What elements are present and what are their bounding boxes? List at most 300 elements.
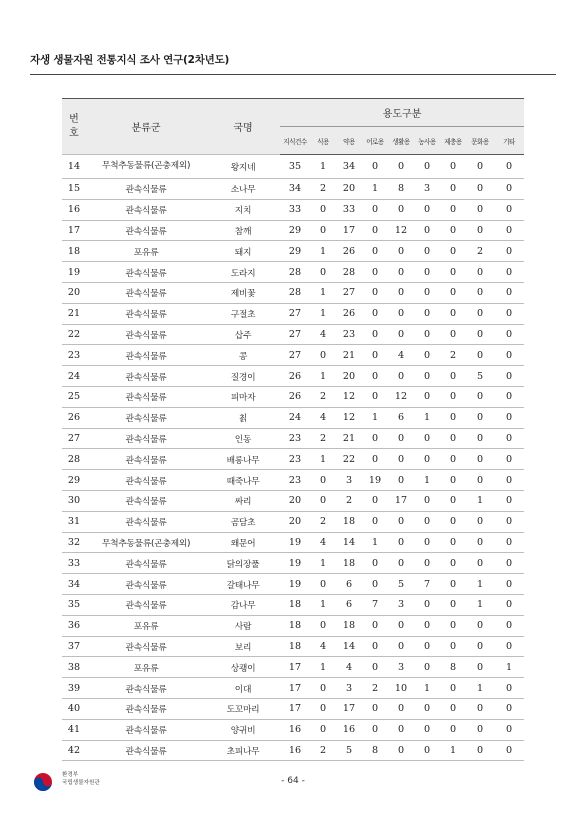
row-medicine-cell: 21: [336, 428, 362, 449]
row-culture-cell: 1: [466, 574, 494, 595]
row-fishing-cell: 0: [362, 615, 388, 636]
row-name-cell: 배롱나무: [206, 449, 280, 470]
row-fishing-cell: 0: [362, 511, 388, 532]
row-living-cell: 0: [388, 366, 414, 387]
row-food-cell: 2: [310, 428, 336, 449]
row-group-cell: 관속식물류: [86, 324, 206, 345]
footer-org-line-1: 환경부: [62, 772, 79, 778]
usage-table: [62, 98, 524, 761]
row-total-cell: 27: [280, 324, 310, 345]
row-group-cell: 관속식물류: [86, 449, 206, 470]
row-fishing-cell: 0: [362, 303, 388, 324]
row-no-cell: 18: [62, 241, 86, 262]
row-living-cell: 0: [388, 199, 414, 220]
row-group-cell: 관속식물류: [86, 428, 206, 449]
row-no-cell: 40: [62, 698, 86, 719]
row-farming-cell: 0: [414, 657, 440, 678]
row-living-cell: 0: [388, 470, 414, 491]
row-insecticide-cell: 0: [440, 407, 466, 428]
row-insecticide-cell: 8: [440, 657, 466, 678]
row-farming-cell: 0: [414, 532, 440, 553]
row-total-cell: 18: [280, 636, 310, 657]
row-insecticide-cell: 0: [440, 282, 466, 303]
row-total-cell: 26: [280, 366, 310, 387]
table-row: [62, 155, 524, 179]
row-medicine-cell: 3: [336, 678, 362, 699]
row-group-cell: 포유류: [86, 657, 206, 678]
row-no-cell: 14: [62, 155, 86, 179]
row-insecticide-cell: 0: [440, 179, 466, 200]
row-name-cell: 감나무: [206, 594, 280, 615]
row-fishing-cell: 0: [362, 199, 388, 220]
header-sub-total: 지식건수: [280, 127, 310, 155]
row-medicine-cell: 14: [336, 532, 362, 553]
row-group-cell: 관속식물류: [86, 490, 206, 511]
row-culture-cell: 0: [466, 470, 494, 491]
row-no-cell: 25: [62, 386, 86, 407]
row-food-cell: 0: [310, 719, 336, 740]
row-medicine-cell: 18: [336, 615, 362, 636]
row-medicine-cell: 22: [336, 449, 362, 470]
row-no-cell: 33: [62, 553, 86, 574]
row-medicine-cell: 12: [336, 386, 362, 407]
table-row: [62, 220, 524, 241]
row-other-cell: 0: [494, 282, 524, 303]
row-name-cell: 때죽나무: [206, 470, 280, 491]
row-other-cell: 0: [494, 511, 524, 532]
row-other-cell: 0: [494, 490, 524, 511]
row-no-cell: 38: [62, 657, 86, 678]
row-culture-cell: 0: [466, 407, 494, 428]
row-name-cell: 곰담초: [206, 511, 280, 532]
row-no-cell: 31: [62, 511, 86, 532]
row-total-cell: 17: [280, 678, 310, 699]
row-no-cell: 22: [62, 324, 86, 345]
row-total-cell: 33: [280, 199, 310, 220]
row-living-cell: 0: [388, 532, 414, 553]
row-total-cell: 23: [280, 449, 310, 470]
table-row: [62, 282, 524, 303]
row-medicine-cell: 17: [336, 698, 362, 719]
row-other-cell: 0: [494, 553, 524, 574]
row-medicine-cell: 14: [336, 636, 362, 657]
row-name-cell: 소나무: [206, 179, 280, 200]
row-fishing-cell: 0: [362, 636, 388, 657]
row-no-cell: 30: [62, 490, 86, 511]
header-sub-farming: 농사용: [414, 127, 440, 155]
row-fishing-cell: 1: [362, 407, 388, 428]
row-farming-cell: 0: [414, 386, 440, 407]
row-living-cell: 3: [388, 594, 414, 615]
row-name-cell: 닭의장풀: [206, 553, 280, 574]
table-row: [62, 490, 524, 511]
row-group-cell: 관속식물류: [86, 407, 206, 428]
table-row: [62, 345, 524, 366]
row-other-cell: 0: [494, 719, 524, 740]
header-sub-living: 생활용: [388, 127, 414, 155]
row-group-cell: 관속식물류: [86, 719, 206, 740]
row-fishing-cell: 1: [362, 532, 388, 553]
row-other-cell: 0: [494, 636, 524, 657]
row-medicine-cell: 26: [336, 303, 362, 324]
row-fishing-cell: 0: [362, 282, 388, 303]
row-insecticide-cell: 0: [440, 366, 466, 387]
row-farming-cell: 0: [414, 241, 440, 262]
table-body: [62, 155, 524, 761]
row-no-cell: 37: [62, 636, 86, 657]
row-insecticide-cell: 0: [440, 241, 466, 262]
row-food-cell: 4: [310, 324, 336, 345]
row-farming-cell: 0: [414, 155, 440, 179]
row-culture-cell: 0: [466, 282, 494, 303]
row-food-cell: 2: [310, 740, 336, 761]
row-group-cell: 관속식물류: [86, 366, 206, 387]
row-total-cell: 26: [280, 386, 310, 407]
row-living-cell: 0: [388, 155, 414, 179]
row-insecticide-cell: 0: [440, 199, 466, 220]
row-other-cell: 0: [494, 366, 524, 387]
row-other-cell: 0: [494, 470, 524, 491]
row-farming-cell: 1: [414, 678, 440, 699]
table-row: [62, 698, 524, 719]
row-culture-cell: 0: [466, 657, 494, 678]
row-medicine-cell: 18: [336, 553, 362, 574]
row-group-cell: 포유류: [86, 615, 206, 636]
header-sub-other: 기타: [494, 127, 524, 155]
row-no-cell: 16: [62, 199, 86, 220]
row-living-cell: 0: [388, 449, 414, 470]
row-insecticide-cell: 0: [440, 470, 466, 491]
row-fishing-cell: 0: [362, 553, 388, 574]
row-fishing-cell: 0: [362, 220, 388, 241]
table-row: [62, 511, 524, 532]
row-food-cell: 4: [310, 532, 336, 553]
table-row: [62, 470, 524, 491]
row-food-cell: 4: [310, 407, 336, 428]
row-total-cell: 24: [280, 407, 310, 428]
row-name-cell: 돼지: [206, 241, 280, 262]
row-culture-cell: 0: [466, 698, 494, 719]
row-name-cell: 참깨: [206, 220, 280, 241]
row-other-cell: 1: [494, 657, 524, 678]
row-fishing-cell: 8: [362, 740, 388, 761]
data-table-container: [62, 98, 524, 761]
row-insecticide-cell: 0: [440, 574, 466, 595]
row-total-cell: 27: [280, 345, 310, 366]
row-insecticide-cell: 0: [440, 490, 466, 511]
row-medicine-cell: 20: [336, 179, 362, 200]
row-other-cell: 0: [494, 345, 524, 366]
row-living-cell: 0: [388, 262, 414, 283]
row-food-cell: 2: [310, 511, 336, 532]
table-row: [62, 657, 524, 678]
row-farming-cell: 0: [414, 490, 440, 511]
row-farming-cell: 3: [414, 179, 440, 200]
row-total-cell: 29: [280, 241, 310, 262]
row-living-cell: 12: [388, 220, 414, 241]
row-name-cell: 갈태나무: [206, 574, 280, 595]
row-living-cell: 0: [388, 615, 414, 636]
row-other-cell: 0: [494, 698, 524, 719]
row-no-cell: 29: [62, 470, 86, 491]
row-group-cell: 관속식물류: [86, 386, 206, 407]
table-row: [62, 241, 524, 262]
row-other-cell: 0: [494, 407, 524, 428]
row-insecticide-cell: 0: [440, 532, 466, 553]
row-name-cell: 칡: [206, 407, 280, 428]
row-total-cell: 18: [280, 594, 310, 615]
row-insecticide-cell: 0: [440, 678, 466, 699]
footer-org-line-2: 국립생물자원관: [62, 780, 100, 786]
page-number: - 64 -: [281, 776, 305, 786]
row-insecticide-cell: 0: [440, 303, 466, 324]
row-farming-cell: 0: [414, 615, 440, 636]
row-farming-cell: 0: [414, 594, 440, 615]
row-other-cell: 0: [494, 155, 524, 179]
row-medicine-cell: 34: [336, 155, 362, 179]
row-farming-cell: 0: [414, 740, 440, 761]
row-living-cell: 0: [388, 553, 414, 574]
row-name-cell: 삽주: [206, 324, 280, 345]
row-medicine-cell: 23: [336, 324, 362, 345]
row-medicine-cell: 20: [336, 366, 362, 387]
row-group-cell: 포유류: [86, 241, 206, 262]
row-name-cell: 초피나무: [206, 740, 280, 761]
row-culture-cell: 0: [466, 386, 494, 407]
header-sub-medicine: 약용: [336, 127, 362, 155]
row-food-cell: 1: [310, 241, 336, 262]
row-no-cell: 28: [62, 449, 86, 470]
header-no: 번호: [62, 99, 86, 155]
row-no-cell: 34: [62, 574, 86, 595]
row-no-cell: 36: [62, 615, 86, 636]
row-food-cell: 1: [310, 282, 336, 303]
row-total-cell: 29: [280, 220, 310, 241]
row-farming-cell: 0: [414, 698, 440, 719]
row-other-cell: 0: [494, 262, 524, 283]
row-no-cell: 15: [62, 179, 86, 200]
table-row: [62, 574, 524, 595]
row-farming-cell: 0: [414, 324, 440, 345]
row-culture-cell: 0: [466, 719, 494, 740]
row-farming-cell: 0: [414, 366, 440, 387]
row-name-cell: 이대: [206, 678, 280, 699]
running-header: 자생 생물자원 전통지식 조사 연구(2차년도): [30, 54, 230, 66]
row-total-cell: 20: [280, 490, 310, 511]
row-other-cell: 0: [494, 428, 524, 449]
row-medicine-cell: 12: [336, 407, 362, 428]
row-farming-cell: 0: [414, 282, 440, 303]
row-name-cell: 사람: [206, 615, 280, 636]
header-sub-insecticide: 제충용: [440, 127, 466, 155]
row-insecticide-cell: 0: [440, 615, 466, 636]
row-other-cell: 0: [494, 615, 524, 636]
row-group-cell: 관속식물류: [86, 282, 206, 303]
row-fishing-cell: 0: [362, 241, 388, 262]
row-living-cell: 0: [388, 324, 414, 345]
row-food-cell: 1: [310, 657, 336, 678]
row-total-cell: 20: [280, 511, 310, 532]
row-food-cell: 1: [310, 594, 336, 615]
row-culture-cell: 0: [466, 199, 494, 220]
row-group-cell: 무척추동물류(곤충제외): [86, 532, 206, 553]
row-total-cell: 19: [280, 553, 310, 574]
row-farming-cell: 0: [414, 262, 440, 283]
row-fishing-cell: 0: [362, 449, 388, 470]
row-fishing-cell: 7: [362, 594, 388, 615]
row-other-cell: 0: [494, 199, 524, 220]
row-insecticide-cell: 0: [440, 262, 466, 283]
row-culture-cell: 0: [466, 615, 494, 636]
row-total-cell: 19: [280, 532, 310, 553]
row-culture-cell: 0: [466, 740, 494, 761]
row-name-cell: 왜문어: [206, 532, 280, 553]
row-farming-cell: 0: [414, 199, 440, 220]
row-other-cell: 0: [494, 179, 524, 200]
row-other-cell: 0: [494, 574, 524, 595]
row-farming-cell: 1: [414, 470, 440, 491]
row-other-cell: 0: [494, 532, 524, 553]
row-food-cell: 0: [310, 220, 336, 241]
row-food-cell: 0: [310, 698, 336, 719]
row-group-cell: 관속식물류: [86, 220, 206, 241]
row-no-cell: 27: [62, 428, 86, 449]
row-no-cell: 23: [62, 345, 86, 366]
header-sub-food: 식용: [310, 127, 336, 155]
row-fishing-cell: 2: [362, 678, 388, 699]
row-living-cell: 0: [388, 636, 414, 657]
row-farming-cell: 0: [414, 511, 440, 532]
table-row: [62, 449, 524, 470]
row-culture-cell: 5: [466, 366, 494, 387]
row-medicine-cell: 6: [336, 594, 362, 615]
row-group-cell: 관속식물류: [86, 179, 206, 200]
header-sub-culture: 문화용: [466, 127, 494, 155]
row-total-cell: 28: [280, 262, 310, 283]
row-medicine-cell: 6: [336, 574, 362, 595]
row-farming-cell: 0: [414, 220, 440, 241]
row-no-cell: 21: [62, 303, 86, 324]
row-farming-cell: 0: [414, 449, 440, 470]
row-group-cell: 관속식물류: [86, 574, 206, 595]
row-medicine-cell: 26: [336, 241, 362, 262]
row-food-cell: 1: [310, 449, 336, 470]
header-group: 분류군: [86, 99, 206, 155]
row-culture-cell: 1: [466, 678, 494, 699]
row-culture-cell: 0: [466, 179, 494, 200]
row-total-cell: 19: [280, 574, 310, 595]
row-living-cell: 6: [388, 407, 414, 428]
row-medicine-cell: 33: [336, 199, 362, 220]
row-name-cell: 도라지: [206, 262, 280, 283]
row-group-cell: 관속식물류: [86, 303, 206, 324]
table-row: [62, 366, 524, 387]
row-insecticide-cell: 0: [440, 220, 466, 241]
row-group-cell: 무척추동물류(곤충제외): [86, 155, 206, 179]
row-farming-cell: 0: [414, 719, 440, 740]
table-row: [62, 594, 524, 615]
row-living-cell: 0: [388, 282, 414, 303]
row-name-cell: 지치: [206, 199, 280, 220]
row-fishing-cell: 0: [362, 657, 388, 678]
row-food-cell: 2: [310, 179, 336, 200]
row-name-cell: 구절초: [206, 303, 280, 324]
row-other-cell: 0: [494, 449, 524, 470]
row-fishing-cell: 0: [362, 428, 388, 449]
row-no-cell: 41: [62, 719, 86, 740]
row-culture-cell: 0: [466, 303, 494, 324]
row-culture-cell: 0: [466, 532, 494, 553]
row-name-cell: 보리: [206, 636, 280, 657]
row-culture-cell: 0: [466, 262, 494, 283]
row-group-cell: 관속식물류: [86, 636, 206, 657]
table-row: [62, 553, 524, 574]
row-no-cell: 39: [62, 678, 86, 699]
row-medicine-cell: 4: [336, 657, 362, 678]
row-name-cell: 도꼬마리: [206, 698, 280, 719]
row-medicine-cell: 5: [336, 740, 362, 761]
row-medicine-cell: 2: [336, 490, 362, 511]
row-fishing-cell: 1: [362, 179, 388, 200]
row-total-cell: 23: [280, 470, 310, 491]
row-other-cell: 0: [494, 594, 524, 615]
row-living-cell: 4: [388, 345, 414, 366]
table-row: [62, 303, 524, 324]
row-total-cell: 28: [280, 282, 310, 303]
row-total-cell: 34: [280, 179, 310, 200]
row-medicine-cell: 16: [336, 719, 362, 740]
row-total-cell: 35: [280, 155, 310, 179]
row-food-cell: 1: [310, 303, 336, 324]
row-other-cell: 0: [494, 303, 524, 324]
table-row: [62, 678, 524, 699]
row-food-cell: 4: [310, 636, 336, 657]
row-fishing-cell: 0: [362, 366, 388, 387]
row-food-cell: 1: [310, 366, 336, 387]
row-no-cell: 24: [62, 366, 86, 387]
row-farming-cell: 0: [414, 428, 440, 449]
row-living-cell: 0: [388, 719, 414, 740]
row-no-cell: 42: [62, 740, 86, 761]
row-food-cell: 0: [310, 678, 336, 699]
row-total-cell: 18: [280, 615, 310, 636]
table-row: [62, 179, 524, 200]
row-living-cell: 3: [388, 657, 414, 678]
table-row: [62, 428, 524, 449]
row-medicine-cell: 27: [336, 282, 362, 303]
row-insecticide-cell: 0: [440, 511, 466, 532]
row-medicine-cell: 3: [336, 470, 362, 491]
row-living-cell: 0: [388, 241, 414, 262]
row-name-cell: 상괭이: [206, 657, 280, 678]
row-group-cell: 관속식물류: [86, 740, 206, 761]
row-group-cell: 관속식물류: [86, 678, 206, 699]
table-row: [62, 262, 524, 283]
row-farming-cell: 0: [414, 636, 440, 657]
row-food-cell: 0: [310, 262, 336, 283]
table-row: [62, 199, 524, 220]
row-total-cell: 27: [280, 303, 310, 324]
table-row: [62, 719, 524, 740]
row-culture-cell: 1: [466, 594, 494, 615]
row-insecticide-cell: 2: [440, 345, 466, 366]
row-insecticide-cell: 0: [440, 386, 466, 407]
row-total-cell: 16: [280, 740, 310, 761]
row-insecticide-cell: 0: [440, 155, 466, 179]
row-group-cell: 관속식물류: [86, 553, 206, 574]
row-total-cell: 17: [280, 657, 310, 678]
row-total-cell: 23: [280, 428, 310, 449]
